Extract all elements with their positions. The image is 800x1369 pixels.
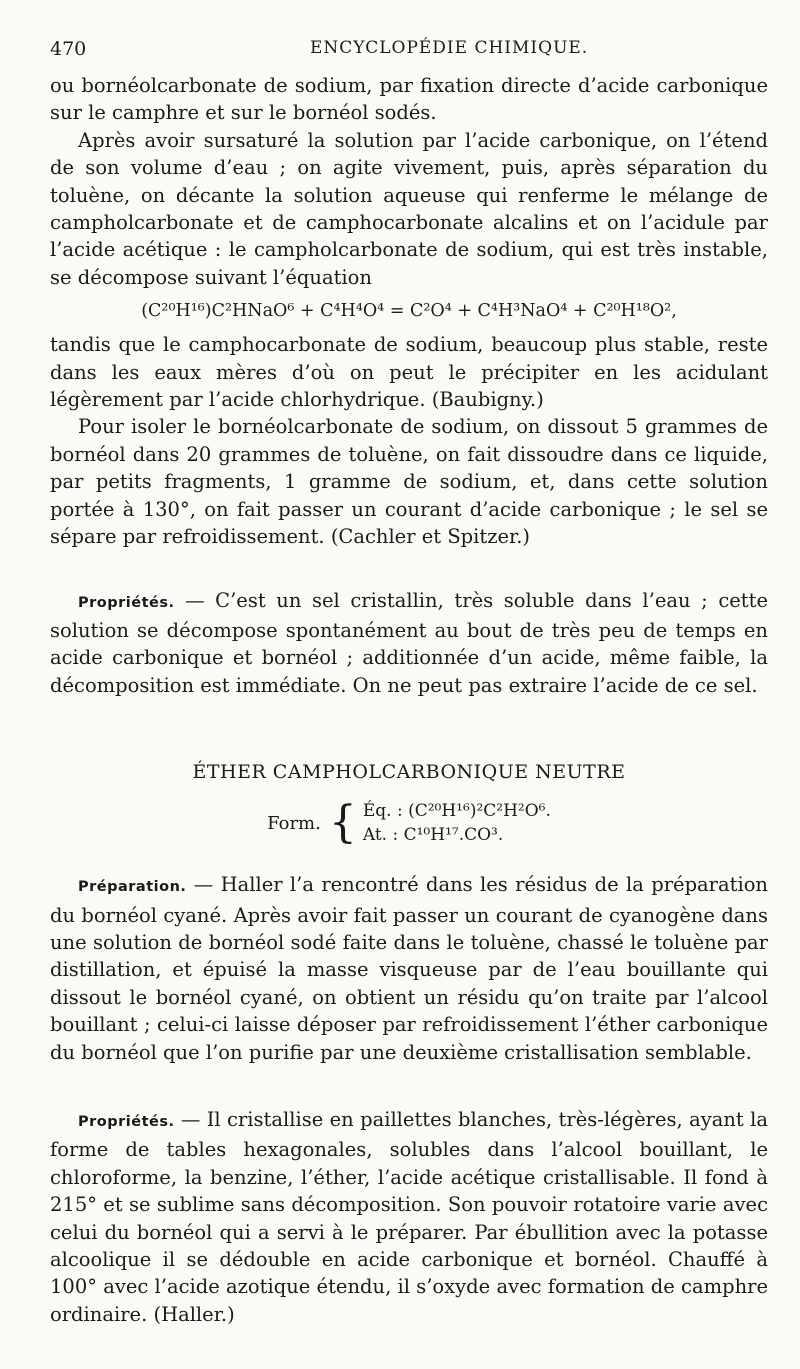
formula-block bbox=[50, 799, 768, 847]
paragraph-2: Après avoir sursaturé la solution par l’acide carbonique, on l’étend de son volume d’eau ; on agite vivement, puis, après séparation du toluène, on décante la solution aqueuse qui renferme le mélange de campholcarbonate et de camphocarbonate alcalins et on l’acidule par l’acide acétique : le campholcarbonate de sodium, qui est très instable, se décompose suivant l’équation bbox=[50, 128, 768, 289]
formula-eq-line: Éq. : (C²⁰H¹⁶)²C²H²O⁶. bbox=[362, 801, 551, 822]
section-title: ÉTHER CAMPHOLCARBONIQUE NEUTRE bbox=[192, 761, 626, 784]
proprietes-text-2: — Il cristallise en paillettes blanches, très-légères, ayant la forme de tables hexagonales, solubles dans l’alcool bouillant, le chloroforme, la benzine, l’éther, l’acide acétique cristallisable. Il fond à 215° et se sublime sans décomposition. Son pouvoir rotatoire varie avec celui du bornéol qui a servi à le préparer. Par ébullition avec la potasse alcoolique il se dédouble en acide carbonique et bornéol. Chauffé à 100° avec l’acide azotique étendu, il s’oxyde avec formation de camphre ordinaire. (Haller.) bbox=[50, 1107, 768, 1326]
running-title: ENCYCLOPÉDIE CHIMIQUE. bbox=[310, 38, 589, 58]
preparation-text: — Haller l’a rencontré dans les résidus de la préparation du bornéol cyané. Après avoir fait passer un courant de cyanogène dans une solution de bornéol sodé faite dans le toluène, chassé le toluène par distillation, et épuisé la masse visqueuse par de l’eau bouillante qui dissout le bornéol cyané, on obtient un résidu qu’on traite par l’alcool bouillant ; celui-ci laisse déposer par refroidissement l’éther carbonique du bornéol que l’on purifie par une deuxième cristallisation semblable. bbox=[50, 873, 768, 1064]
proprietes-paragraph-2 bbox=[50, 1106, 768, 1328]
formula-at-line: At. : C¹⁰H¹⁷.CO³. bbox=[362, 825, 504, 846]
preparation-paragraph bbox=[50, 871, 768, 1066]
paragraph-3: tandis que le camphocarbonate de sodium, beaucoup plus stable, reste dans les eaux mères d’où on peut le précipiter en les acidulant légèrement par l’acide chlorhydrique. (Baubigny.) bbox=[50, 333, 768, 412]
proprietes-text-1: — C’est un sel cristallin, très soluble dans l’eau ; cette solution se décompose spontanément au bout de très peu de temps en acide carbonique et bornéol ; additionnée d’un acide, même faible, la décomposition est immédiate. On ne peut pas extraire l’acide de ce sel. bbox=[50, 588, 768, 697]
page-header bbox=[50, 34, 768, 72]
proprietes-lead-2: Propriétés. bbox=[78, 1113, 175, 1130]
formula-label: Form. bbox=[267, 812, 321, 834]
formula-lines bbox=[363, 799, 551, 847]
paragraph-1: ou bornéolcarbonate de sodium, par fixation directe d’acide carbonique sur le camphre et sur le bornéol sodés. bbox=[50, 74, 768, 125]
preparation-lead: Préparation. bbox=[78, 879, 187, 896]
paragraph-4: Pour isoler le bornéolcarbonate de sodium, on dissout 5 grammes de bornéol dans 20 grammes de toluène, on fait dissoudre dans ce liquide, par petits fragments, 1 gramme de sodium, et, dans cette solution portée à 130°, on fait passer un courant d’acide carbonique ; le sel se sépare par refroidissement. (Cachler et Spitzer.) bbox=[50, 415, 768, 549]
equation: (C²⁰H¹⁶)C²HNaO⁶ + C⁴H⁴O⁴ = C²O⁴ + C⁴H³NaO⁴ + C²⁰H¹⁸O², bbox=[141, 301, 677, 322]
brace-glyph: { bbox=[328, 797, 357, 849]
proprietes-lead-1: Propriétés. bbox=[78, 594, 175, 611]
proprietes-paragraph-1 bbox=[50, 587, 768, 700]
page-number: 470 bbox=[50, 38, 87, 60]
